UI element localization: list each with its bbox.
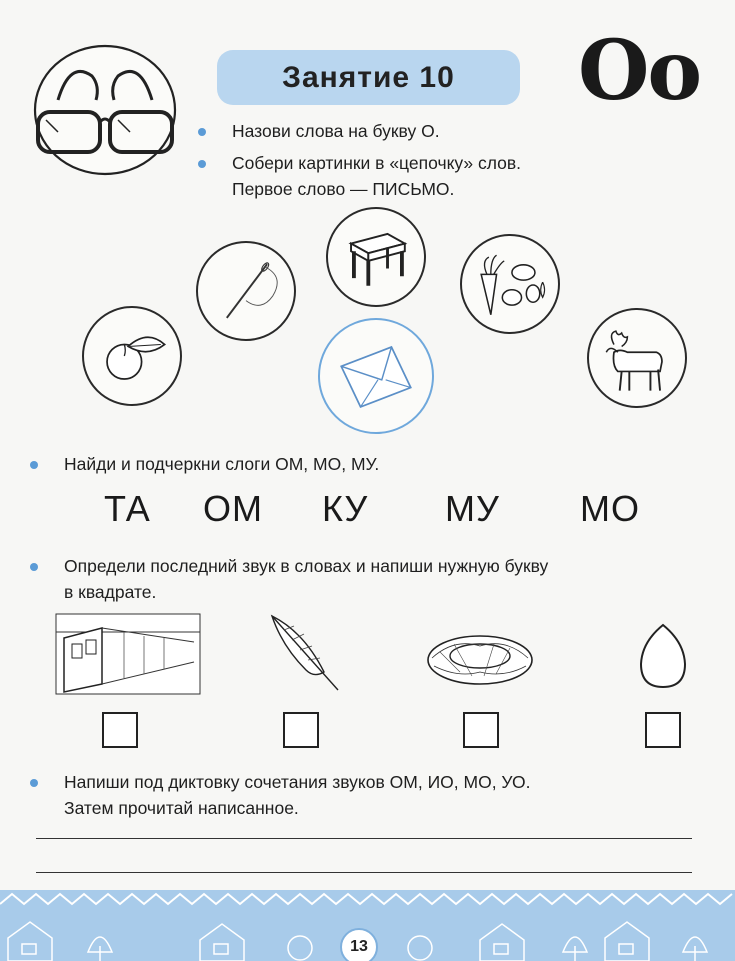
apricot-icon (82, 306, 182, 406)
task4-line1: Напиши под диктовку сочетания звуков ОМ, ИО, МО, УО. (64, 772, 531, 792)
task4-line2: Затем прочитай написанное. (64, 798, 299, 818)
answer-box[interactable] (102, 712, 138, 748)
lesson-title: Занятие 10 (217, 50, 520, 105)
bullet-dot (30, 461, 38, 469)
task1-line2: Собери картинки в «цепочку» слов. (232, 153, 522, 173)
task3-line1: Определи последний звук в словах и напиши нужную букву (64, 556, 549, 576)
zigzag-border (0, 892, 735, 906)
answer-box[interactable] (645, 712, 681, 748)
bullet-dot (30, 563, 38, 571)
glasses-icon (30, 42, 180, 182)
syllable: ТА (104, 488, 151, 529)
egg-icon (636, 622, 690, 690)
moose-icon (587, 308, 687, 408)
writing-line[interactable] (36, 872, 692, 873)
task3-line2: в квадрате. (64, 582, 157, 602)
vegetables-icon (460, 234, 560, 334)
feather-icon (264, 612, 346, 694)
metro-train-icon (54, 612, 202, 696)
page-number: 13 (340, 928, 378, 961)
syllable: МУ (445, 488, 500, 529)
task1-line3: Первое слово — ПИСЬМО. (232, 179, 455, 199)
syllable: МО (580, 488, 640, 529)
envelope-icon (318, 318, 434, 434)
lesson-letter: Оо (578, 23, 701, 119)
nest-icon (424, 628, 536, 690)
bullet-dot (198, 160, 206, 168)
task2-instruction: Найди и подчеркни слоги ОМ, МО, МУ. (64, 454, 380, 474)
bullet-dot (30, 779, 38, 787)
bullet-dot (198, 128, 206, 136)
task1-line1: Назови слова на букву О. (232, 121, 440, 141)
answer-box[interactable] (463, 712, 499, 748)
stool-icon (326, 207, 426, 307)
syllable: КУ (322, 488, 369, 529)
writing-line[interactable] (36, 838, 692, 839)
answer-box[interactable] (283, 712, 319, 748)
needle-icon (196, 241, 296, 341)
syllable: ОМ (203, 488, 263, 529)
